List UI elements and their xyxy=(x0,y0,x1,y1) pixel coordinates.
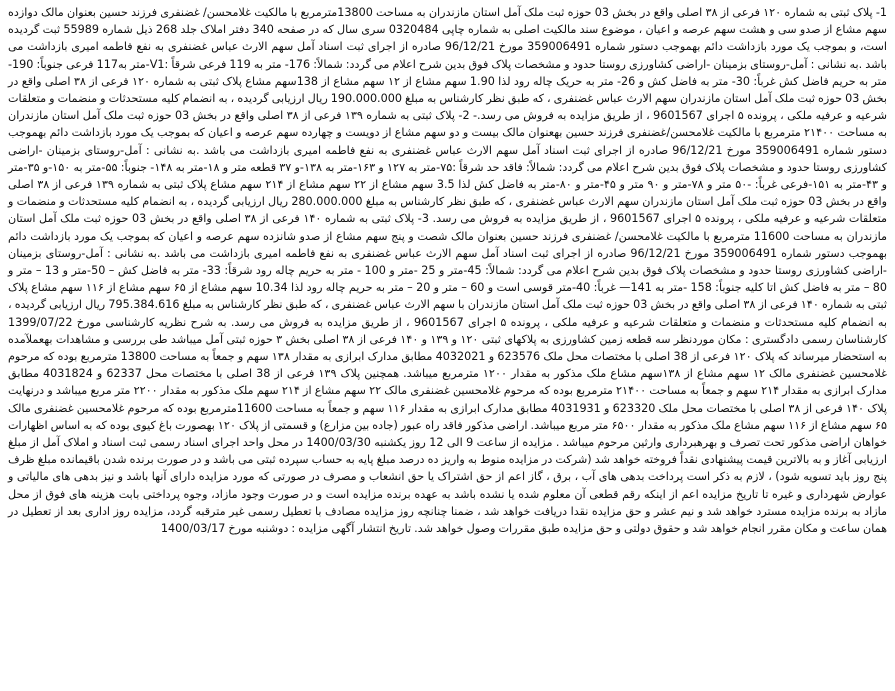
document-body xyxy=(8,4,887,687)
auction-notice-text: 1- پلاک ثبتی به شماره ۱۲۰ فرعی از ۳۸ اصلی واقع در بخش 03 حوزه ثبت ملک آمل استان مازندران به مساحت 13800مترمربع با مالکیت غلامحسن/ غضنفری فرزند حسین بعنوان مالک دوازده سهم مشاع از صدو سی و هشت سهم عرصه و اعیان ، موضوع سند مالکیت اصلی به شماره چاپی 0320484 سری سال که در صفحه 340 دفتر املاک جلد 268 ذیل شماره 55989 ثبت گردیده است، و بموجب یک مورد بازداشت دائم بهموجب دستور شماره 359006491 مورخ 96/12/21 صادره از اجرای ثبت اسناد آمل سهم الارث عباس غضنفری به نفع فاطمه امیری بازداشت می باشد .به نشانی : آمل-روستای بزمینان -اراضی کشاورزی روستا حدود و مشخصات پلاک فوق بدین شرح اعلام می گردد: شمالاً: 176- متر به 119 فرعی شرقاً :V1-متر به117 فرعی جنوباً: 190-متر به حریم فاضل کش غرباً: 30- متر به فاضل کش و 26- متر به حریک چاله رود لذا 1.90 سهم مشاع از ۱۲ سهم مشاع از 138سهم مشاع پلاک ثبتی به شماره ۱۲۰ فرعی از ۳۸ اصلی واقع در بخش 03 حوزه ثبت ملک آمل استان مازندران سهم الارث عباس غضنفری ، که طبق نظر کارشناس به مبلغ 190.000.000 ریال ارزیابی گردیده ، به انضمام کلیه مستحدثات و منضمات و متعلقات شرعیه و عرفیه ملکی ، پرونده ۵ اجرای 9601567 ، از طریق مزایده به فروش می رسد.- 2- پلاک ثبتی به شماره ۱۳۹ فرعی از ۳۸ اصلی واقع در بخش 03 حوزه ثبت ملک آمل استان مازندران به مساحت ۲۱۴۰۰ مترمربع با مالکیت غلامحسن/غضنفری فرزند حسین بهعنوان مالک بیست و دو سهم مشاع از دویست و چهارده سهم عرصه و اعیان که بموجب یک مورد بازداشت دائم بهموجب دستور شماره 359006491 مورخ 96/12/21 صادره از اجرای ثبت اسناد آمل سهم الارث عباس غضنفری به نفع فاطمه امیری بازداشت می باشد .به نشانی : آمل-روستای بزمینان -اراضی کشاورزی روستا حدود و مشخصات پلاک فوق بدین شرح اعلام می گردد: شمالاً: فاقد حد شرقاً :۷۵-متر به ۱۲۷ و ۱۶۳-متر به ۱۳۸-و ۳۷ قطعه متر و ۱۸-متر به ۱۴۸- جنوباً: ۵۵-متر به ۱۵۰-و ۳۵-متر و ۴۳-متر به ۱۵۱-فرعی غرباً: -۵۰ متر و ۷۸-متر و ۹۰ متر و ۴۵-متر و ۸۰-متر به فاضل کش لذا 3.5 سهم مشاع از ۲۲ سهم مشاع از ۲۱۴ سهم مشاع پلاک ثبتی به شماره ۱۳۹ فرعی از ۳۸ اصلی واقع در بخش 03 حوزه ثبت ملک آمل استان مازندران سهم الارث عباس غضنفری ، که طبق نظر کارشناس به مبلغ 280.000.000 ریال ارزیابی گردیده ، به انضمام کلیه مستحدثات و منضمات و متعلقات شرعیه و عرفیه ملکی ، پرونده ۵ اجرای 9601567 ، از طریق مزایده به فروش می رسد. 3- پلاک ثبتی به شماره ۱۴۰ فرعی از ۳۸ اصلی واقع در بخش 03 حوزه ثبت ملک آمل استان مازندران به مساحت 11600 مترمربع با مالکیت غلامحسن/ غضنفری فرزند حسین بعنوان مالک شصت و پنج سهم مشاع از صدو شانزده سهم عرصه و اعیان که بموجب یک مورد بازداشت دائم بهموجب دستور شماره 359006491 مورخ 96/12/21 صادره از اجرای ثبت اسناد آمل سهم الارث عباس غضنفری به نفع فاطمه امیری بازداشت می باشد .به نشانی : آمل-روستای بزمینان -اراضی کشاورزی روستا حدود و مشخصات پلاک فوق بدین شرح اعلام می گردد: شمالاً: 45-متر و 25 -متر و 100 - متر به حریم چاله رود شرقاً: 33- متر به فاضل کش – 50-متر و 13 – متر و 80 – متر به فاضل کش اتا کلیه جنوباً: 158 -متر به 141— غرباً: 40-متر قوسی است و 60 – متر و 20 – متر به حریم چاله رود لذا 10.34 سهم مشاع از ۶۵ سهم مشاع از ۱۱۶ سهم مشاع پلاک ثبتی به شماره ۱۴۰ فرعی از ۳۸ اصلی واقع در بخش 03 حوزه ثبت ملک آمل استان مازندران با سهم الارث عباس غضنفری ، که طبق نظر کارشناس به مبلغ 795.384.616 ریال ارزیابی گردیده ، به انضمام کلیه مستحدثات و منضمات و متعلقات شرعیه و عرفیه ملکی ، پرونده ۵ اجرای 9601567 ، از طریق مزایده به فروش می رسد. به شرح نظریه کارشناسی مورخ 1399/07/22 کارشناسان رسمی دادگستری : مکان موردنظر سه قطعه زمین کشاورزی به پلاکهای ثبتی ۱۲۰ و ۱۳۹ و ۱۴۰ فرعی از ۳۸ اصلی بخش ۳ حوزه ثبتی آمل میباشد طی بررسی و مشاهدات بهعملآمده به استحضار میرساند که پلاک ۱۲۰ فرعی از 38 اصلی با مختصات محل ملک 623576 و 4032021 مطابق مدارک ابرازی به مقدار ۱۳۸ سهم و جمعاً به مساحت 13800 مترمربع بوده که مرحوم غلامحسین غضنفری مالک ۱۲ سهم مشاع از ۱۳۸سهم مشاع ملک مذکور به مقدار ۱۲۰۰ مترمربع میباشد. همچنین پلاک ۱۳۹ فرعی از 38 اصلی با مختصات محل 62337 و 4031824 مطابق مدارک ابرازی به مقدار ۲۱۴ سهم و جمعاً به مساحت ۲۱۴۰۰ مترمربع بوده که مرحوم غلامحسین غضنفری مالک ۲۲ سهم مشاع از ۲۱۴ سهم ملک مذکور به مقدار ۲۲۰۰ متر مربع میباشد و درنهایت پلاک ۱۴۰ فرعی از ۳۸ اصلی با مختصات محل ملک 623320 و 4031931 مطابق مدارک ابرازی به مقدار ۱۱۶ سهم و جمعاً به مساحت 11600مترمربع بوده که مرحوم غلامحسین غضنفری مالک ۶۵ سهم مشاع از ۱۱۶ سهم مشاع ملک مذکور به مقدار ۶۵۰۰ متر مربع میباشد. اراضی مذکور فاقد راه عبور (جاده بین مزارع) و قسمتی از پلاک ۱۲۰ بهصورت باغ کیوی بوده که به اساس اظهارات خواهان اراضی مذکور تحت تصرف و بهرهبرداری وارثین مرحوم میباشد . مزایده از ساعت 9 الی 12 روز یکشنبه 1400/03/30 در محل واحد اجرای اسناد رسمی ثبت اسناد و املاک آمل از مبلغ ارزیابی آغاز و به بالاترین قیمت پیشنهادی نقداً فروخته خواهد شد (شرکت در مزایده منوط به واریز ده درصد مبلغ پایه به حساب سپرده ثبتی می باشد و در صورت برنده شدن باقیمانده مبلغ ظرف پنج روز باید تسویه شود) ، لازم به ذکر است پرداخت بدهی های آب ، برق ، گاز اعم از حق اشتراک یا حق انشعاب و مصرف در صورتی که مورد مزایده دارای آنها باشد و نیز بدهی های مالیاتی و عوارض شهرداری و غیره تا تاریخ مزایده اعم از اینکه رقم قطعی آن معلوم شده یا نشده باشد به عهده برنده مزایده است و در صورت وجود مازاد، وجوه پرداختی بابت هزینه های فوق از محل مازاد به برنده مزایده مسترد خواهد شد و نیم عشر و حق مزایده نقدا دریافت خواهد شد ، ضمنا چنانچه روز مزایده مصادف با تعطیل رسمی غیر مترقبه گردد، مزایده روز اداری بعد از تعطیل در همان ساعت و مکان مقرر انجام خواهد شد و حقوق دولتی و حق مزایده طبق مقررات وصول خواهد شد. تاریخ انتشار آگهی مزایده : دوشنبه مورخ 1400/03/17 xyxy=(8,6,888,536)
